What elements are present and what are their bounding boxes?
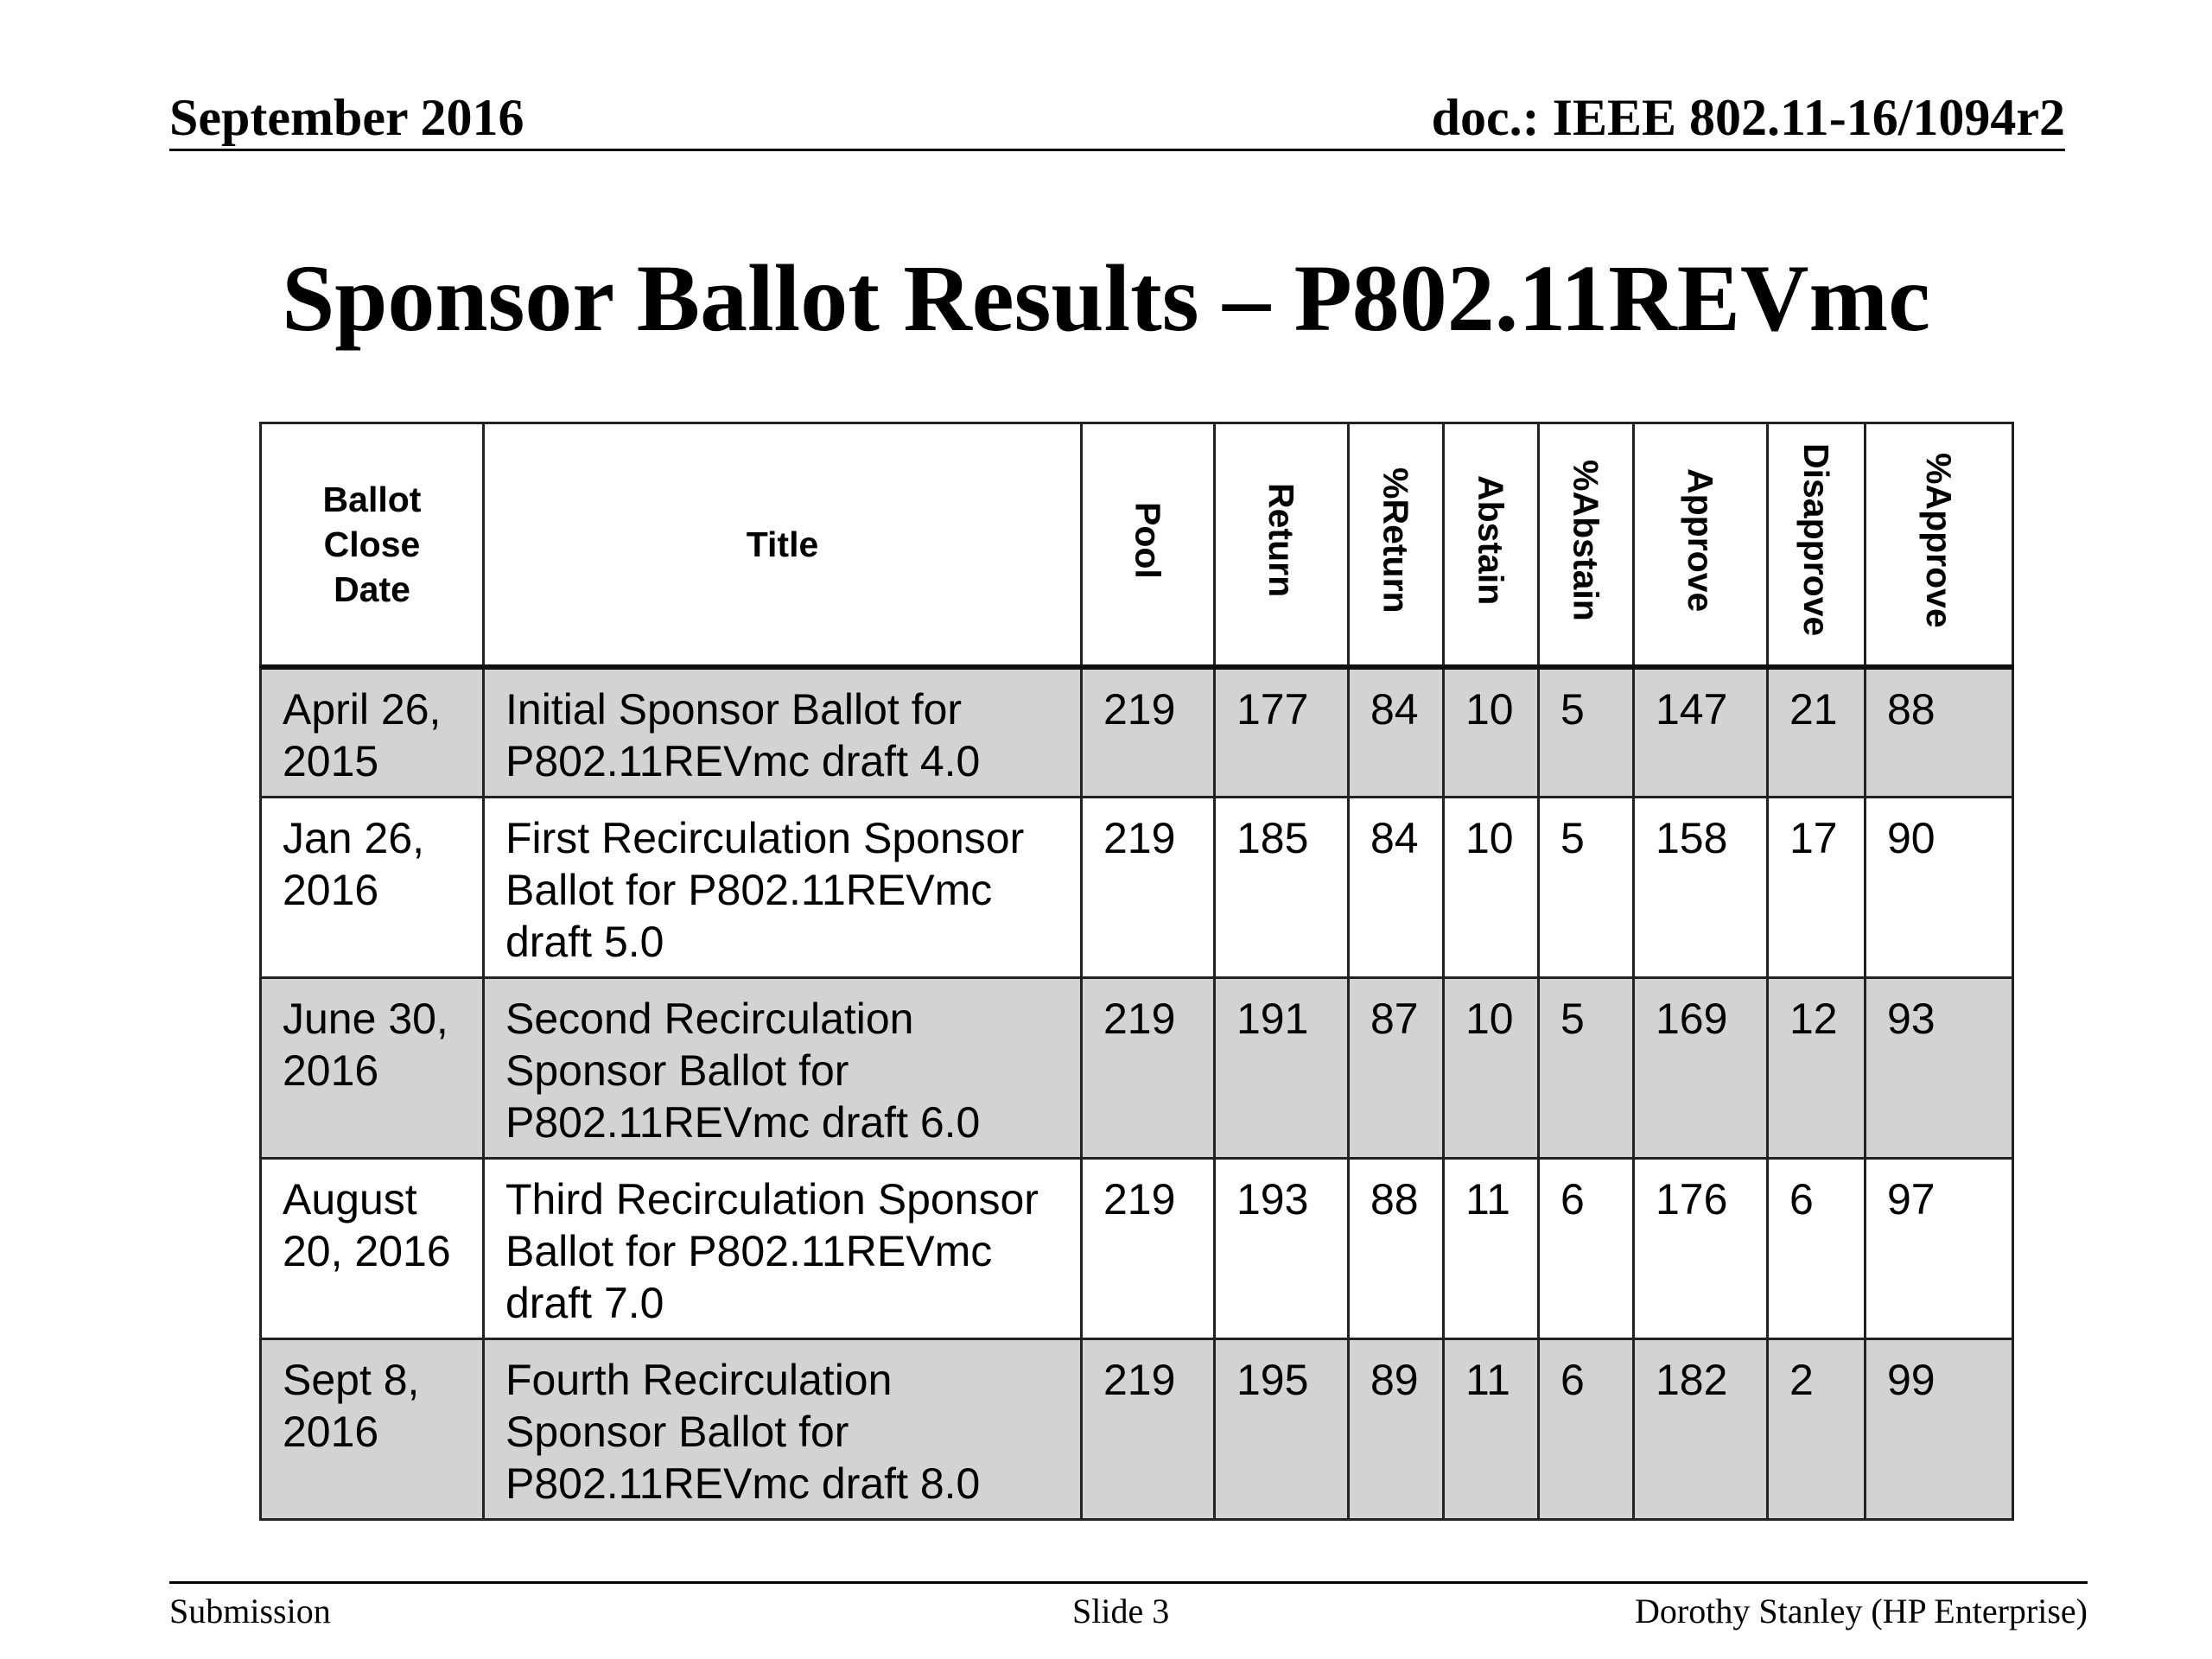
header-ballot-line-3: Date bbox=[334, 569, 410, 609]
cell-return: 193 bbox=[1215, 1159, 1349, 1339]
cell-title bbox=[484, 798, 1082, 978]
cell-abstain: 10 bbox=[1444, 667, 1539, 798]
cell-title-line: P802.11REVmc draft 4.0 bbox=[505, 737, 981, 785]
table-row bbox=[261, 978, 2013, 1159]
header-date: September 2016 bbox=[169, 89, 524, 146]
cell-title-line: draft 7.0 bbox=[505, 1279, 664, 1327]
cell-date-line: April 26, bbox=[283, 685, 442, 734]
header-pool-label: Pool bbox=[1128, 501, 1168, 579]
header-ballot-close-date bbox=[261, 423, 484, 668]
cell-pct-return: 88 bbox=[1349, 1159, 1444, 1339]
cell-approve: 169 bbox=[1634, 978, 1768, 1159]
header-approve bbox=[1634, 423, 1768, 668]
cell-disapprove: 12 bbox=[1768, 978, 1866, 1159]
table-row bbox=[261, 798, 2013, 978]
header-abstain-label: Abstain bbox=[1471, 474, 1511, 606]
cell-abstain: 10 bbox=[1444, 798, 1539, 978]
slide-title: Sponsor Ballot Results – P802.11REVmc bbox=[282, 245, 1930, 351]
cell-title bbox=[484, 1159, 1082, 1339]
cell-disapprove: 21 bbox=[1768, 667, 1866, 798]
cell-date-line: 2016 bbox=[283, 1046, 379, 1095]
cell-pct-abstain: 6 bbox=[1539, 1159, 1634, 1339]
header-title: Title bbox=[484, 423, 1082, 668]
cell-return: 177 bbox=[1215, 667, 1349, 798]
cell-title-line: Initial Sponsor Ballot for bbox=[505, 685, 963, 734]
header-pct-approve bbox=[1866, 423, 2013, 668]
header-doc-id: doc.: IEEE 802.11-16/1094r2 bbox=[1431, 89, 2065, 146]
cell-date-line: Jan 26, bbox=[283, 814, 425, 862]
cell-pct-return: 84 bbox=[1349, 798, 1444, 978]
cell-date bbox=[261, 1159, 484, 1339]
cell-title-line: Ballot for P802.11REVmc bbox=[505, 1227, 993, 1275]
cell-pct-approve: 99 bbox=[1866, 1339, 2013, 1520]
cell-pct-abstain: 5 bbox=[1539, 798, 1634, 978]
header-pool bbox=[1082, 423, 1215, 668]
cell-date bbox=[261, 978, 484, 1159]
footer-submission: Submission bbox=[169, 1592, 331, 1630]
header-pct-return-label: %Return bbox=[1376, 467, 1416, 613]
cell-return: 195 bbox=[1215, 1339, 1349, 1520]
header-abstain bbox=[1444, 423, 1539, 668]
cell-date bbox=[261, 667, 484, 798]
cell-pct-approve: 93 bbox=[1866, 978, 2013, 1159]
cell-pct-abstain: 6 bbox=[1539, 1339, 1634, 1520]
cell-title-line: Fourth Recirculation bbox=[505, 1356, 893, 1404]
cell-title bbox=[484, 667, 1082, 798]
cell-title bbox=[484, 1339, 1082, 1520]
header-disapprove-label: Disapprove bbox=[1796, 443, 1836, 637]
header-return-label: Return bbox=[1262, 482, 1301, 598]
cell-date-line: 2016 bbox=[283, 1408, 379, 1456]
header-pct-approve-label: %Approve bbox=[1919, 452, 1959, 628]
header-ballot-line-1: Ballot bbox=[322, 480, 422, 519]
header-return bbox=[1215, 423, 1349, 668]
footer-author: Dorothy Stanley (HP Enterprise) bbox=[1635, 1592, 2088, 1630]
cell-title-line: Sponsor Ballot for bbox=[505, 1408, 849, 1456]
table-row bbox=[261, 667, 2013, 798]
cell-pool: 219 bbox=[1082, 1339, 1215, 1520]
cell-abstain: 11 bbox=[1444, 1159, 1539, 1339]
cell-pool: 219 bbox=[1082, 798, 1215, 978]
header-approve-label: Approve bbox=[1681, 467, 1720, 613]
ballot-results-table bbox=[259, 422, 2014, 1521]
cell-pct-return: 89 bbox=[1349, 1339, 1444, 1520]
cell-title-line: Ballot for P802.11REVmc bbox=[505, 866, 993, 914]
header-ballot-line-2: Close bbox=[323, 524, 421, 564]
cell-abstain: 11 bbox=[1444, 1339, 1539, 1520]
slide-footer bbox=[169, 1581, 2088, 1636]
header-disapprove bbox=[1768, 423, 1866, 668]
footer-slide-number: Slide 3 bbox=[1072, 1592, 1170, 1630]
cell-approve: 147 bbox=[1634, 667, 1768, 798]
cell-abstain: 10 bbox=[1444, 978, 1539, 1159]
table-row bbox=[261, 1339, 2013, 1520]
cell-date-line: Sept 8, bbox=[283, 1356, 420, 1404]
cell-approve: 176 bbox=[1634, 1159, 1768, 1339]
cell-pct-abstain: 5 bbox=[1539, 667, 1634, 798]
cell-date-line: 2016 bbox=[283, 866, 379, 914]
header-pct-return bbox=[1349, 423, 1444, 668]
cell-disapprove: 17 bbox=[1768, 798, 1866, 978]
cell-pct-approve: 88 bbox=[1866, 667, 2013, 798]
cell-date-line: August bbox=[283, 1175, 417, 1224]
table-row bbox=[261, 1159, 2013, 1339]
cell-date-line: 2015 bbox=[283, 737, 379, 785]
cell-pool: 219 bbox=[1082, 1159, 1215, 1339]
cell-title-line: Second Recirculation bbox=[505, 995, 914, 1043]
cell-title-line: draft 5.0 bbox=[505, 918, 664, 966]
cell-title-line: First Recirculation Sponsor bbox=[505, 814, 1025, 862]
cell-date-line: 20, 2016 bbox=[283, 1227, 451, 1275]
cell-pool: 219 bbox=[1082, 667, 1215, 798]
cell-date bbox=[261, 1339, 484, 1520]
cell-title-line: Third Recirculation Sponsor bbox=[505, 1175, 1039, 1224]
cell-pct-abstain: 5 bbox=[1539, 978, 1634, 1159]
cell-date-line: June 30, bbox=[283, 995, 448, 1043]
slide-header bbox=[169, 86, 2065, 151]
table-header-row bbox=[261, 423, 2013, 668]
cell-disapprove: 2 bbox=[1768, 1339, 1866, 1520]
header-pct-abstain-label: %Abstain bbox=[1566, 459, 1606, 621]
cell-return: 191 bbox=[1215, 978, 1349, 1159]
cell-pool: 219 bbox=[1082, 978, 1215, 1159]
cell-approve: 182 bbox=[1634, 1339, 1768, 1520]
cell-title bbox=[484, 978, 1082, 1159]
cell-pct-return: 87 bbox=[1349, 978, 1444, 1159]
cell-title-line: Sponsor Ballot for bbox=[505, 1046, 849, 1095]
cell-return: 185 bbox=[1215, 798, 1349, 978]
cell-pct-approve: 97 bbox=[1866, 1159, 2013, 1339]
cell-title-line: P802.11REVmc draft 6.0 bbox=[505, 1098, 981, 1147]
cell-disapprove: 6 bbox=[1768, 1159, 1866, 1339]
cell-date bbox=[261, 798, 484, 978]
cell-approve: 158 bbox=[1634, 798, 1768, 978]
cell-pct-return: 84 bbox=[1349, 667, 1444, 798]
cell-pct-approve: 90 bbox=[1866, 798, 2013, 978]
cell-title-line: P802.11REVmc draft 8.0 bbox=[505, 1459, 981, 1508]
header-pct-abstain bbox=[1539, 423, 1634, 668]
